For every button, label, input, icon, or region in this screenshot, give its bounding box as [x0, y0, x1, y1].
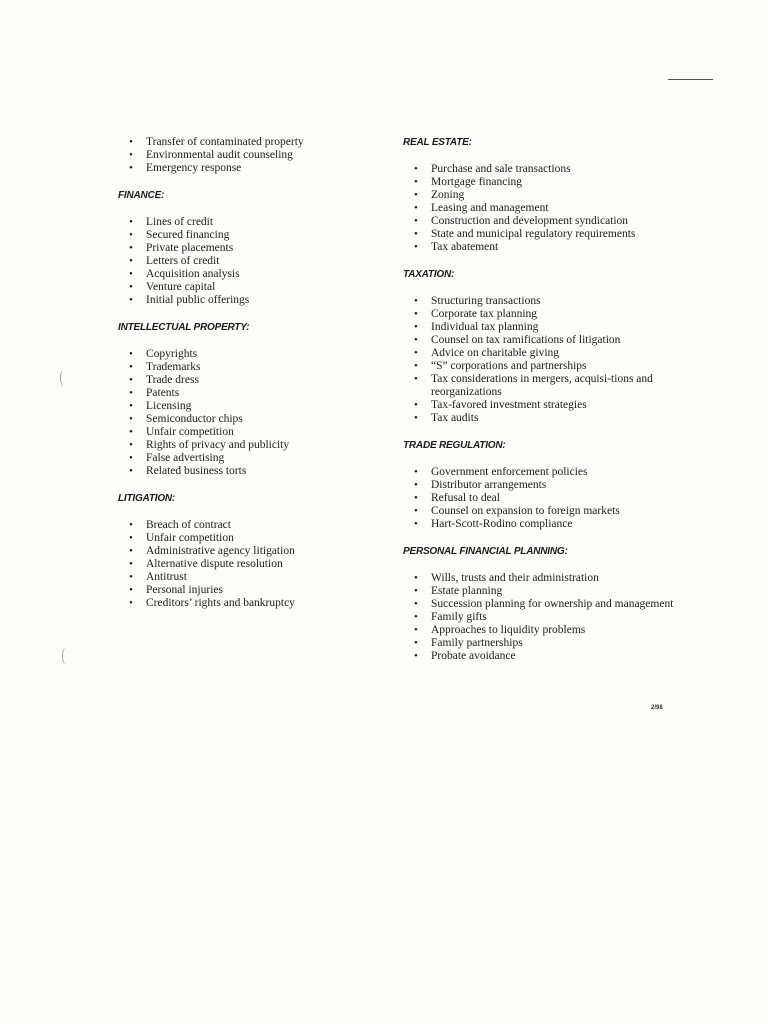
section-finance — [118, 189, 378, 307]
list-item: • False advertising — [118, 452, 378, 465]
section-heading: REAL ESTATE: — [403, 137, 472, 148]
list-item: • Individual tax planning — [403, 321, 683, 334]
section-litigation — [118, 492, 378, 610]
hole-punch-mark — [60, 370, 67, 386]
list-item: • Family gifts — [403, 611, 683, 624]
real-estate-list — [403, 163, 683, 254]
list-item: • Advice on charitable giving — [403, 347, 683, 360]
list-item: • Structuring transactions — [403, 295, 683, 308]
list-item: • Environmental audit counseling — [118, 149, 378, 162]
section-trade-regulation — [403, 439, 683, 531]
list-item: • Tax abatement — [403, 241, 683, 254]
hole-punch-mark — [62, 648, 69, 664]
list-item: • Succession planning for ownership and management — [403, 598, 683, 611]
list-item: • State and municipal regulatory requirements — [403, 228, 683, 241]
list-item: • Counsel on expansion to foreign markets — [403, 505, 683, 518]
list-item: • Initial public offerings — [118, 294, 378, 307]
list-item: • Wills, trusts and their administration — [403, 572, 683, 585]
right-column — [403, 136, 683, 677]
list-item: • Family partnerships — [403, 637, 683, 650]
list-item: • Refusal to deal — [403, 492, 683, 505]
section-intellectual-property — [118, 321, 378, 478]
list-item: • Patents — [118, 387, 378, 400]
list-item: • Emergency response — [118, 162, 378, 175]
list-item: • Letters of credit — [118, 255, 378, 268]
list-item: • Approaches to liquidity problems — [403, 624, 683, 637]
list-item: • Probate avoidance — [403, 650, 683, 663]
list-item: • Private placements — [118, 242, 378, 255]
section-taxation — [403, 268, 683, 425]
taxation-list — [403, 295, 683, 425]
list-item: • Alternative dispute resolution — [118, 558, 378, 571]
section-heading: LITIGATION: — [118, 493, 176, 504]
list-item: • Acquisition analysis — [118, 268, 378, 281]
list-item: • Copyrights — [118, 348, 378, 361]
section-heading: INTELLECTUAL PROPERTY: — [118, 322, 250, 333]
personal-financial-planning-list — [403, 572, 683, 663]
list-item: • Leasing and management — [403, 202, 683, 215]
list-item: • Unfair competition — [118, 426, 378, 439]
list-item: • Tax-favored investment strategies — [403, 399, 683, 412]
list-item: • Estate planning — [403, 585, 683, 598]
intellectual-property-list — [118, 348, 378, 478]
list-item: • Corporate tax planning — [403, 308, 683, 321]
left-column — [118, 136, 378, 624]
list-item: • Secured financing — [118, 229, 378, 242]
list-item: • Mortgage financing — [403, 176, 683, 189]
list-item: • Trade dress — [118, 374, 378, 387]
list-item: • Distributor arrangements — [403, 479, 683, 492]
finance-list — [118, 216, 378, 307]
section-real-estate — [403, 136, 683, 254]
list-item: • Trademarks — [118, 361, 378, 374]
top-rule — [668, 79, 713, 80]
list-item: • Purchase and sale transactions — [403, 163, 683, 176]
list-item: • Licensing — [118, 400, 378, 413]
list-item: • Creditors’ rights and bankruptcy — [118, 597, 378, 610]
section-heading: FINANCE: — [118, 190, 165, 201]
list-item: • Personal injuries — [118, 584, 378, 597]
list-item: • Government enforcement policies — [403, 466, 683, 479]
section-heading: TAXATION: — [403, 269, 455, 280]
list-item: • Tax audits — [403, 412, 683, 425]
list-item: • Zoning — [403, 189, 683, 202]
list-item: • Tax considerations in mergers, acquisi-tions and reorganizations — [403, 373, 683, 399]
list-item: • Counsel on tax ramifications of litigation — [403, 334, 683, 347]
list-item: • “S” corporations and partnerships — [403, 360, 683, 373]
list-item: • Hart-Scott-Rodino compliance — [403, 518, 683, 531]
litigation-list — [118, 519, 378, 610]
list-item: • Lines of credit — [118, 216, 378, 229]
section-personal-financial-planning — [403, 545, 683, 663]
list-item: • Construction and development syndication — [403, 215, 683, 228]
list-item: • Transfer of contaminated property — [118, 136, 378, 149]
list-item: • Breach of contract — [118, 519, 378, 532]
list-item: • Venture capital — [118, 281, 378, 294]
list-item: • Unfair competition — [118, 532, 378, 545]
list-item: • Rights of privacy and publicity — [118, 439, 378, 452]
section-heading: PERSONAL FINANCIAL PLANNING: — [403, 546, 568, 557]
list-item: • Semiconductor chips — [118, 413, 378, 426]
list-item: • Administrative agency litigation — [118, 545, 378, 558]
intro-list — [118, 136, 378, 175]
trade-regulation-list — [403, 466, 683, 531]
list-item: • Related business torts — [118, 465, 378, 478]
list-item: • Antitrust — [118, 571, 378, 584]
page-code: 2/98 — [651, 705, 663, 711]
section-heading: TRADE REGULATION: — [403, 440, 506, 451]
